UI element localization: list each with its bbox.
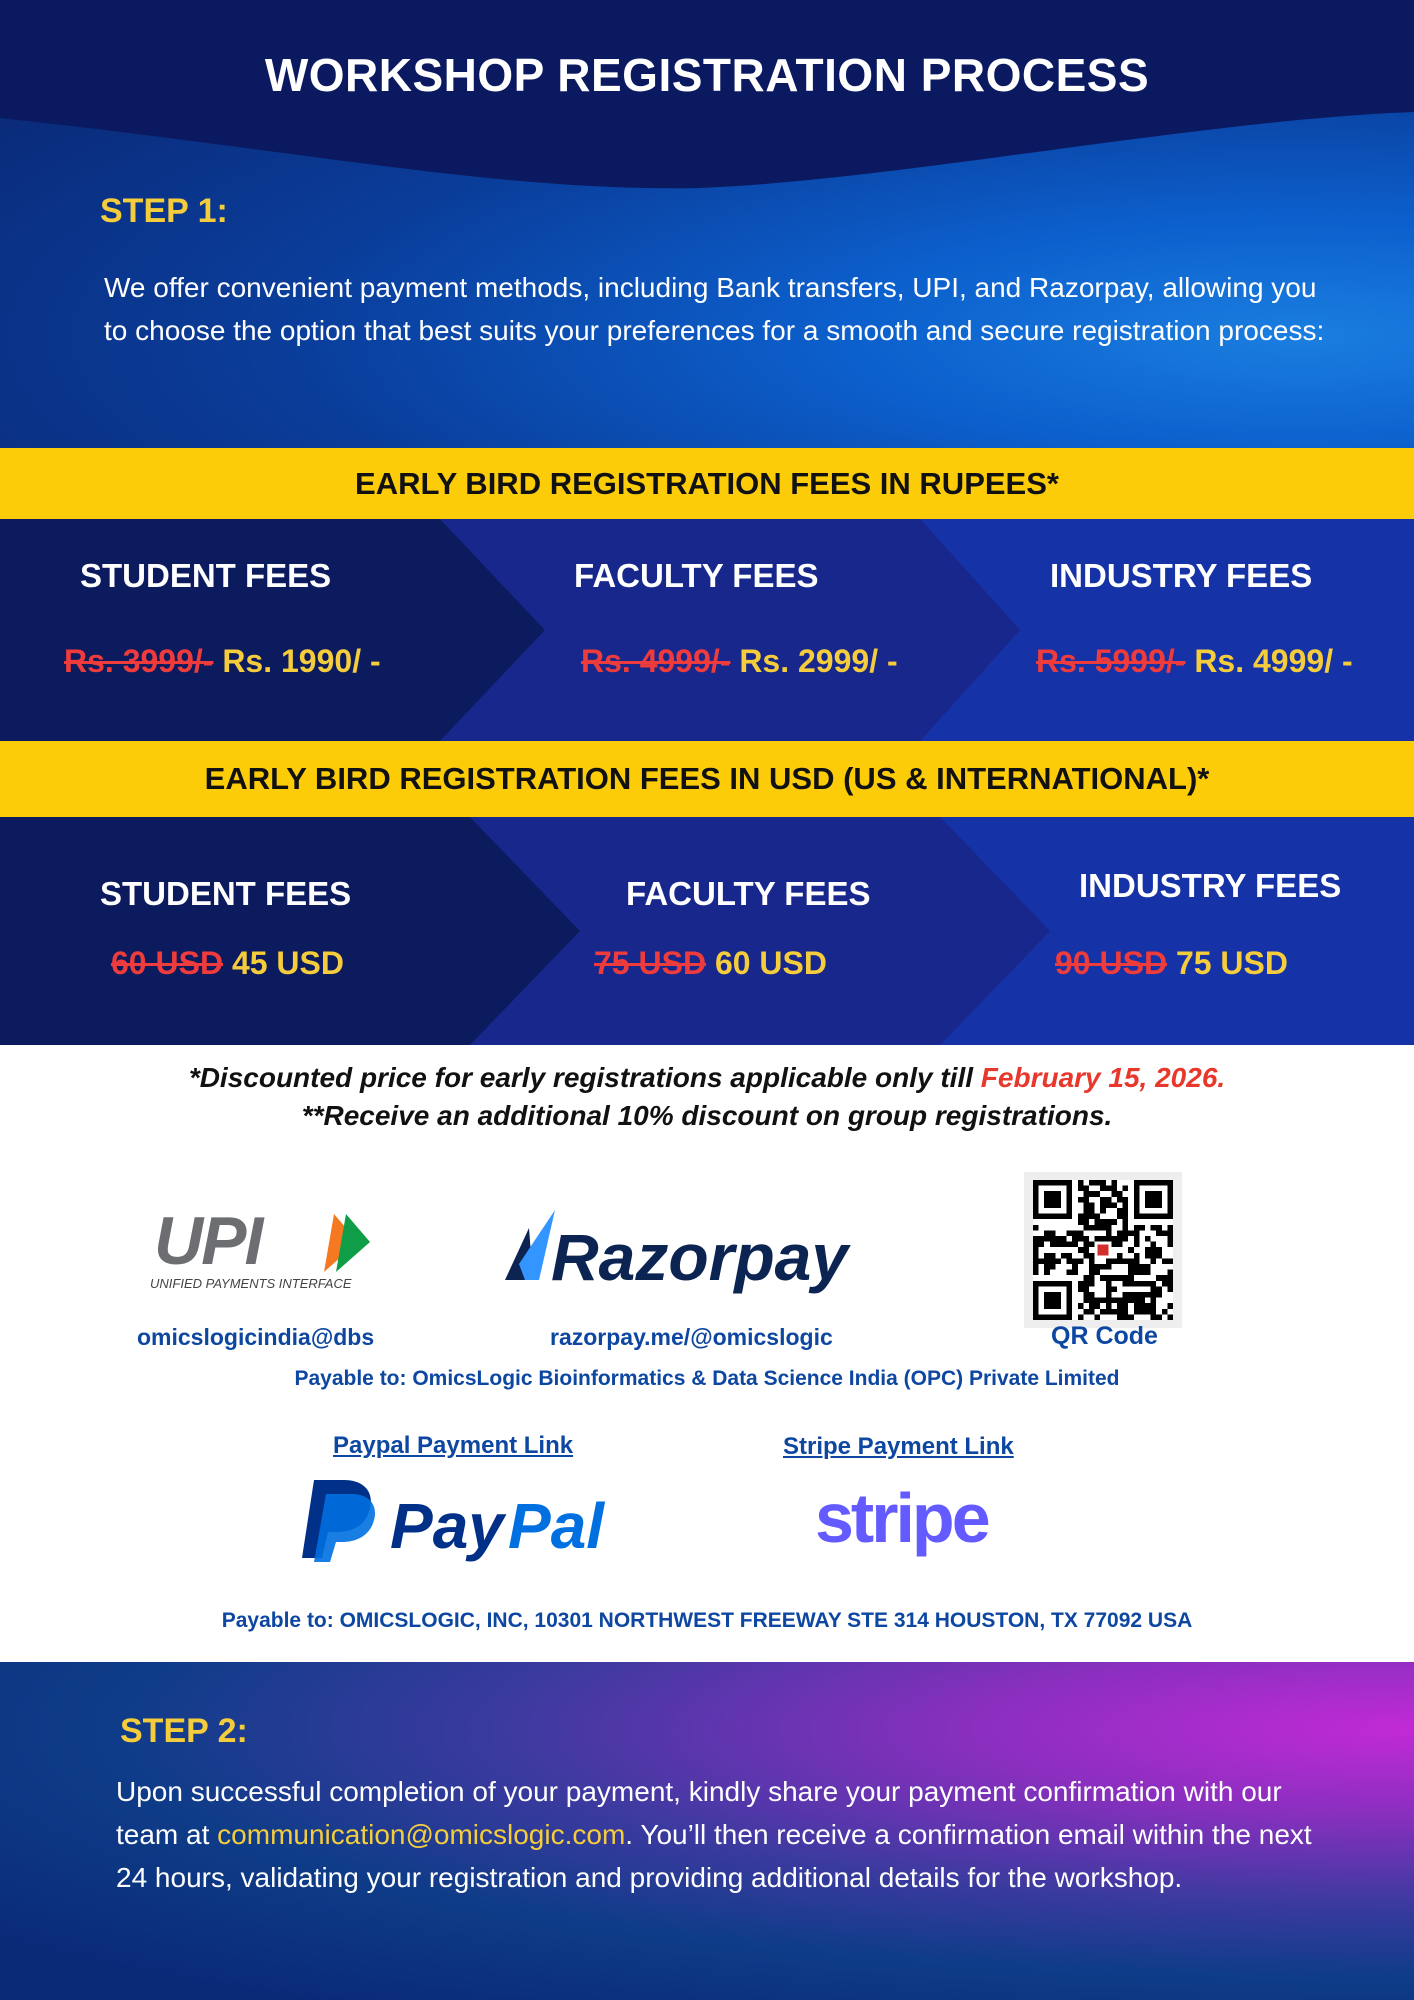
stripe-logo-word: stripe: [815, 1480, 988, 1557]
qr-code-image: [1032, 1180, 1174, 1320]
upi-id: omicslogicindia@dbs: [137, 1324, 375, 1350]
inr-faculty-title: FACULTY FEES: [574, 557, 819, 594]
usd-industry-new-price: 75 USD: [1175, 945, 1288, 981]
inr-fees-background: [0, 519, 1414, 741]
intl-payable-to: Payable to: OMICSLOGIC, INC, 10301 NORTHWEST FREEWAY STE 314 HOUSTON, TX 77092 USA: [221, 1609, 1193, 1632]
usd-faculty-old-price: 75 USD: [594, 945, 707, 981]
contact-email-link[interactable]: communication@omicslogic.com: [217, 1819, 626, 1850]
inr-industry-old-price: Rs. 5999/-: [1036, 643, 1186, 679]
usd-student-title: STUDENT FEES: [100, 875, 352, 912]
paypal-payment-link[interactable]: Paypal Payment Link: [333, 1432, 574, 1459]
usd-faculty-new-price: 60 USD: [714, 945, 827, 981]
early-bird-note: [0, 1062, 1414, 1094]
inr-fees-heading: EARLY BIRD REGISTRATION FEES IN RUPEES*: [0, 448, 1414, 519]
inr-faculty-new-price: Rs. 2999/ -: [739, 643, 898, 679]
usd-student-new-price: 45 USD: [231, 945, 344, 981]
step1-label: STEP 1:: [100, 192, 228, 230]
step2-label: STEP 2:: [120, 1712, 248, 1750]
usd-fees-background: [0, 817, 1414, 1045]
group-discount-note: **Receive an additional 10% discount on group registrations.: [301, 1100, 1113, 1131]
step1-description: We offer convenient payment methods, including Bank transfers, UPI, and Razorpay, allowing you to choose the option that best suits your preferences for a smooth and secure registration process:: [104, 272, 1325, 346]
page-title: WORKSHOP REGISTRATION PROCESS: [264, 49, 1150, 101]
usd-industry-title: INDUSTRY FEES: [1079, 867, 1342, 904]
usd-industry-old-price: 90 USD: [1055, 945, 1168, 981]
upi-tagline: UNIFIED PAYMENTS INTERFACE: [150, 1276, 352, 1291]
paypal-word-pay: Pay: [390, 1490, 504, 1562]
step1-section: [0, 0, 1414, 448]
razorpay-logo: [505, 1208, 890, 1294]
inr-faculty-price: [581, 643, 898, 680]
usd-faculty-title: FACULTY FEES: [626, 875, 871, 912]
step2-text-after: . You’ll then receive a confirmation email within the next 24 hours, validating your registration and providing additional details for the workshop.: [116, 1819, 1312, 1893]
early-bird-note-text: *Discounted price for early registrations applicable only till: [188, 1062, 981, 1093]
upi-logo-word: UPI: [154, 1206, 262, 1279]
step2-text-before: Upon successful completion of your payment, kindly share your payment confirmation with our team at: [116, 1776, 1282, 1850]
qr-code[interactable]: [1024, 1172, 1182, 1328]
inr-industry-title: INDUSTRY FEES: [1050, 557, 1313, 594]
inr-student-price: [64, 643, 381, 680]
inr-student-old-price: Rs. 3999/-: [64, 643, 214, 679]
upi-logo: [150, 1206, 375, 1292]
inr-student-title: STUDENT FEES: [80, 557, 332, 594]
inr-industry-price: [1036, 643, 1353, 680]
inr-fees-panel: [0, 519, 1414, 741]
usd-faculty-price: [594, 945, 827, 982]
paypal-word-pal: Pal: [508, 1490, 605, 1562]
usd-student-old-price: 60 USD: [111, 945, 224, 981]
inr-faculty-old-price: Rs. 4999/-: [581, 643, 731, 679]
inr-student-new-price: Rs. 1990/ -: [222, 643, 381, 679]
qr-code-label: QR Code: [1051, 1322, 1158, 1350]
india-payable-to: Payable to: OmicsLogic Bioinformatics & Data Science India (OPC) Private Limited: [294, 1367, 1120, 1390]
stripe-logo: [815, 1480, 1011, 1564]
inr-industry-new-price: Rs. 4999/ -: [1194, 643, 1353, 679]
paypal-logo: [292, 1476, 632, 1562]
stripe-payment-link[interactable]: Stripe Payment Link: [783, 1433, 1014, 1460]
usd-industry-price: [1055, 945, 1288, 982]
usd-fees-heading: EARLY BIRD REGISTRATION FEES IN USD (US & INTERNATIONAL)*: [0, 741, 1414, 817]
usd-student-price: [111, 945, 344, 982]
usd-fees-panel: [0, 817, 1414, 1045]
razorpay-id: razorpay.me/@omicslogic: [550, 1324, 833, 1350]
step2-description: [116, 1770, 1346, 1899]
early-bird-deadline: February 15, 2026.: [980, 1062, 1226, 1093]
razorpay-logo-word: Razorpay: [551, 1220, 849, 1294]
